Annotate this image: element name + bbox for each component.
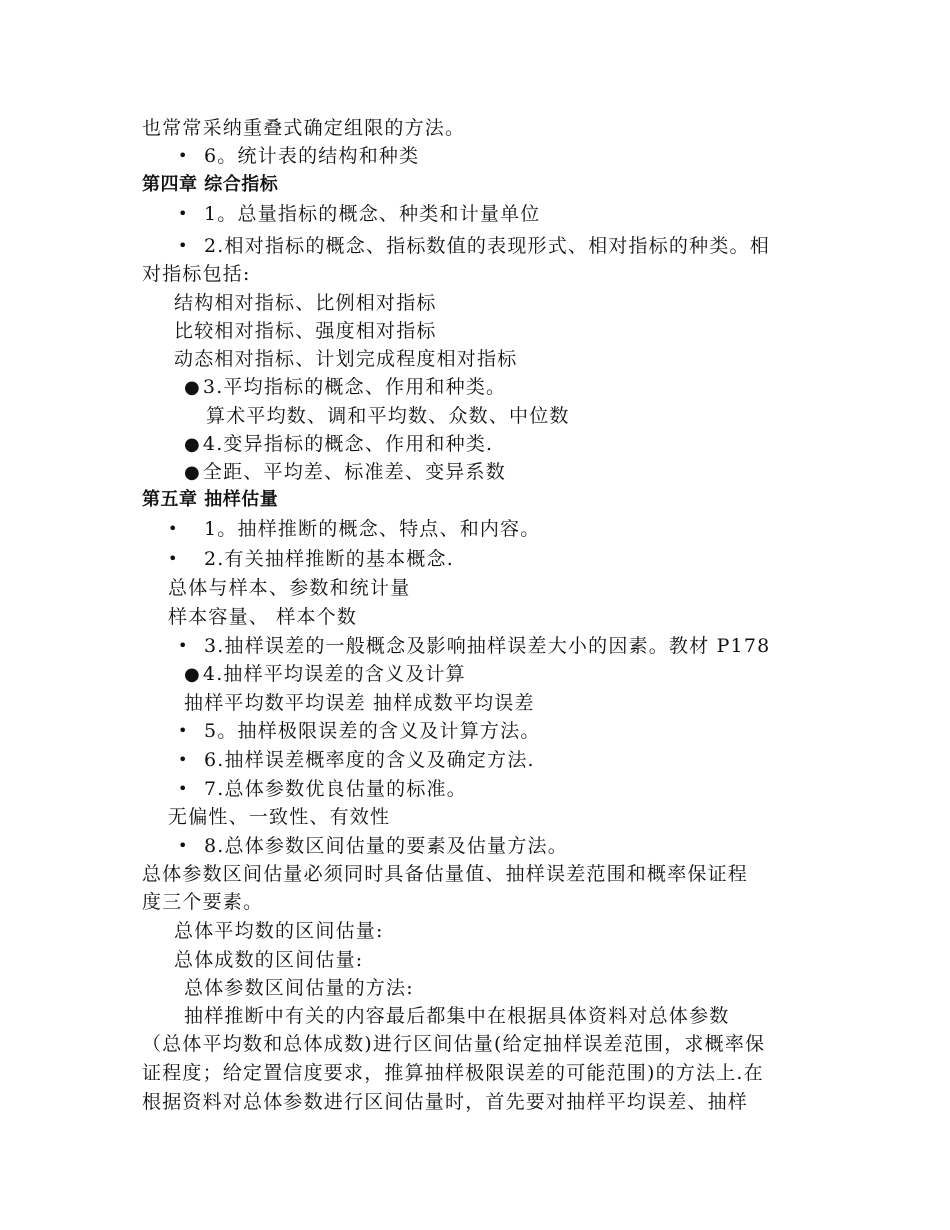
text-line: 抽样推断中有关的内容最后都集中在根据具体资料对总体参数 [184, 1005, 730, 1027]
bullet-icon: • [178, 236, 188, 255]
bullet-icon: • [178, 146, 188, 165]
text-line: 总体与样本、参数和统计量 [168, 577, 411, 599]
list-item [184, 373, 506, 402]
bullet-icon: • [178, 836, 188, 855]
text-line: 总体参数区间估量必须同时具备估量值、抽样误差范围和概率保证程 [142, 863, 749, 885]
list-item: 1。总量指标的概念、种类和计量单位 [204, 203, 541, 225]
list-item-text: 4.抽样平均误差的含义及计算 [202, 663, 466, 685]
text-line: 证程度；给定置信度要求，推算抽样极限误差的可能范围)的方法上.在 [142, 1062, 764, 1084]
text-line: 样本容量、 样本个数 [168, 606, 358, 628]
text-line: 总体参数区间估量的方法: [184, 977, 414, 999]
text-line: 总体平均数的区间估量: [174, 920, 384, 942]
text-line: （总体平均数和总体成数)进行区间估量(给定抽样误差范围，求概率保 [142, 1033, 766, 1055]
bullet-icon: • [178, 750, 188, 769]
text-line: 无偏性、一致性、有效性 [168, 806, 391, 828]
bullet-icon: • [168, 519, 178, 538]
text-line: 抽样平均数平均误差 抽样成数平均误差 [184, 692, 535, 714]
text-line: 动态相对指标、计划完成程度相对指标 [174, 348, 518, 370]
list-item: 1。抽样推断的概念、特点、和内容。 [204, 518, 541, 540]
list-item: 8.总体参数区间估量的要素及估量方法。 [204, 835, 568, 857]
bullet-icon: ● [184, 377, 201, 398]
list-item-text: 3.平均指标的概念、作用和种类。 [202, 376, 507, 398]
text-line: 比较相对指标、强度相对指标 [174, 320, 437, 342]
chapter-5-heading: 第五章 抽样估量 [142, 489, 279, 510]
list-item: 5。抽样极限误差的含义及计算方法。 [204, 720, 541, 742]
text-line: 对指标包括: [142, 263, 251, 285]
list-item-text: 全距、平均差、标准差、变异系数 [202, 461, 506, 483]
bullet-icon: • [178, 204, 188, 223]
list-item [184, 430, 493, 459]
chapter-4-heading: 第四章 综合指标 [142, 174, 279, 195]
list-item: 6。统计表的结构和种类 [204, 145, 420, 167]
list-item: 2.有关抽样推断的基本概念. [204, 548, 454, 570]
list-item [184, 660, 466, 689]
list-item: 6.抽样误差概率度的含义及确定方法. [204, 749, 535, 771]
text-line: 也常常采纳重叠式确定组限的方法。 [142, 117, 466, 139]
bullet-icon: • [178, 636, 188, 655]
text-line: 总体成数的区间估量: [174, 949, 364, 971]
list-item-text: 4.变异指标的概念、作用和种类. [202, 433, 494, 455]
text-line: 根据资料对总体参数进行区间估量时，首先要对抽样平均误差、抽样 [142, 1091, 749, 1113]
bullet-icon: • [178, 721, 188, 740]
list-item: 2.相对指标的概念、指标数值的表现形式、相对指标的种类。相 [204, 235, 770, 257]
bullet-icon: ● [184, 462, 201, 483]
bullet-icon: ● [184, 664, 201, 685]
list-item: 3.抽样误差的一般概念及影响抽样误差大小的因素。教材 P178 [204, 635, 771, 657]
bullet-icon: • [168, 549, 178, 568]
text-line: 算术平均数、调和平均数、众数、中位数 [206, 405, 570, 427]
bullet-icon: ● [184, 434, 201, 455]
list-item [184, 458, 506, 487]
text-line: 结构相对指标、比例相对指标 [174, 292, 437, 314]
bullet-icon: • [178, 779, 188, 798]
list-item: 7.总体参数优良估量的标准。 [204, 778, 467, 800]
text-line: 度三个要素。 [142, 891, 264, 913]
